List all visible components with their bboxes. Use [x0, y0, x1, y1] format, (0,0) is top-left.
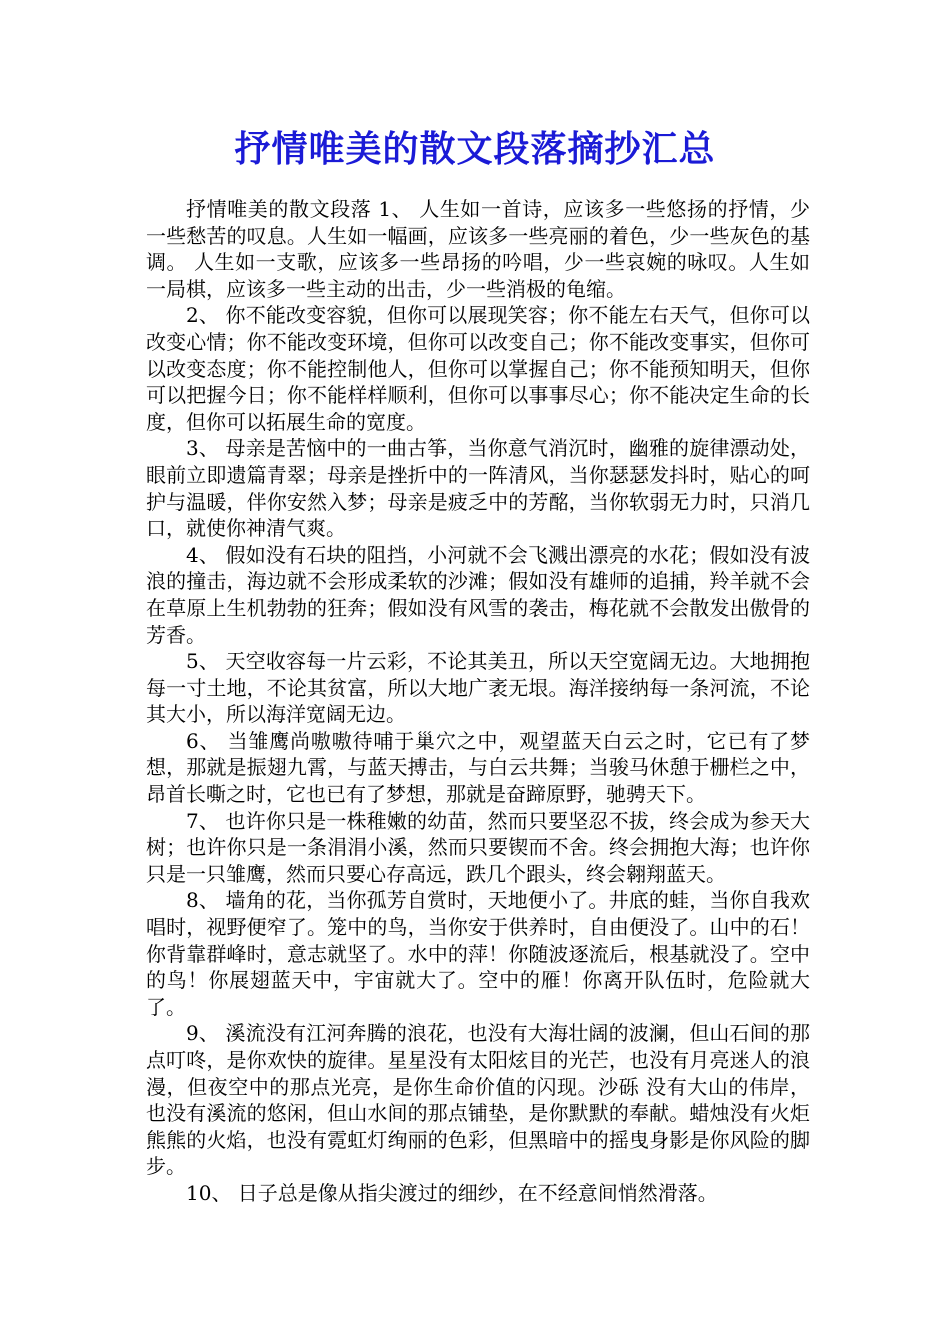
paragraph-7: 7、 也许你只是一株稚嫩的幼苗，然而只要坚忍不拔，终会成为参天大树；也许你只是一条涓涓小溪，然而只要锲而不舍。终会拥抱大海；也许你只是一只雏鹰，然而只要心存高远，跌几个跟头，终会翱翔蓝天。	[146, 808, 810, 886]
paragraph-4: 4、 假如没有石块的阻挡，小河就不会飞溅出漂亮的水花；假如没有波浪的撞击，海边就不会形成柔软的沙滩；假如没有雄师的追捕，羚羊就不会在草原上生机勃勃的狂奔；假如没有风雪的袭击，梅花就不会散发出傲骨的芳香。	[146, 542, 810, 647]
paragraph-1: 抒情唯美的散文段落 1、 人生如一首诗，应该多一些悠扬的抒情，少一些愁苦的叹息。人生如一幅画，应该多一些亮丽的着色，少一些灰色的基调。 人生如一支歌，应该多一些昂扬的吟唱，少一些哀婉的咏叹。人生如一局棋，应该多一些主动的出击，少一些消极的龟缩。	[146, 197, 810, 301]
paragraph-2: 2、 你不能改变容貌，但你可以展现笑容；你不能左右天气，但你可以改变心情；你不能改变环境，但你可以改变自己；你不能改变事实，但你可以改变态度；你不能控制他人，但你可以掌握自己；你不能预知明天，但你可以把握今日；你不能样样顺利，但你可以事事尽心；你不能决定生命的长度，但你可以拓展生命的宽度。	[146, 303, 810, 434]
paragraph-8: 8、 墙角的花，当你孤芳自赏时，天地便小了。井底的蛙，当你自我欢唱时，视野便窄了。笼中的鸟，当你安于供养时，自由便没了。山中的石！你背靠群峰时，意志就坚了。水中的萍！你随波逐流后，根基就没了。空中的鸟！你展翅蓝天中，宇宙就大了。空中的雁！你离开队伍时，危险就大了。	[146, 888, 810, 1019]
document-body	[146, 196, 810, 1207]
paragraph-10: 10、 日子总是像从指尖渡过的细纱，在不经意间悄然滑落。	[186, 1180, 718, 1205]
document-title: 抒情唯美的散文段落摘抄汇总	[234, 128, 716, 170]
paragraph-5: 5、 天空收容每一片云彩，不论其美丑，所以天空宽阔无边。大地拥抱每一寸土地，不论其贫富，所以大地广袤无垠。海洋接纳每一条河流，不论其大小，所以海洋宽阔无边。	[146, 649, 810, 727]
paragraph-6: 6、 当雏鹰尚嗷嗷待哺于巢穴之中，观望蓝天白云之时，它已有了梦想，那就是振翅九霄，与蓝天搏击，与白云共舞；当骏马休憩于栅栏之中，昂首长嘶之时，它也已有了梦想，那就是奋蹄原野，驰骋天下。	[146, 728, 810, 807]
paragraph-9: 9、 溪流没有江河奔腾的浪花，也没有大海壮阔的波澜，但山石间的那点叮咚，是你欢快的旋律。星星没有太阳炫目的光芒，也没有月亮迷人的浪漫，但夜空中的那点光亮，是你生命价值的闪现。沙砾 没有大山的伟岸，也没有溪流的悠闲，但山水间的那点铺垫，是你默默的奉献。蜡烛没有火炬熊熊的火焰，也没有霓虹灯绚丽的色彩，但黑暗中的摇曳身影是你风险的脚步。	[146, 1021, 810, 1179]
paragraph-3: 3、 母亲是苦恼中的一曲古筝，当你意气消沉时，幽雅的旋律漂动处，眼前立即遗篇青翠；母亲是挫折中的一阵清风，当你瑟瑟发抖时，贴心的呵护与温暖，伴你安然入梦；母亲是疲乏中的芳酩，当你软弱无力时，只消几口，就使你神清气爽。	[146, 436, 810, 541]
